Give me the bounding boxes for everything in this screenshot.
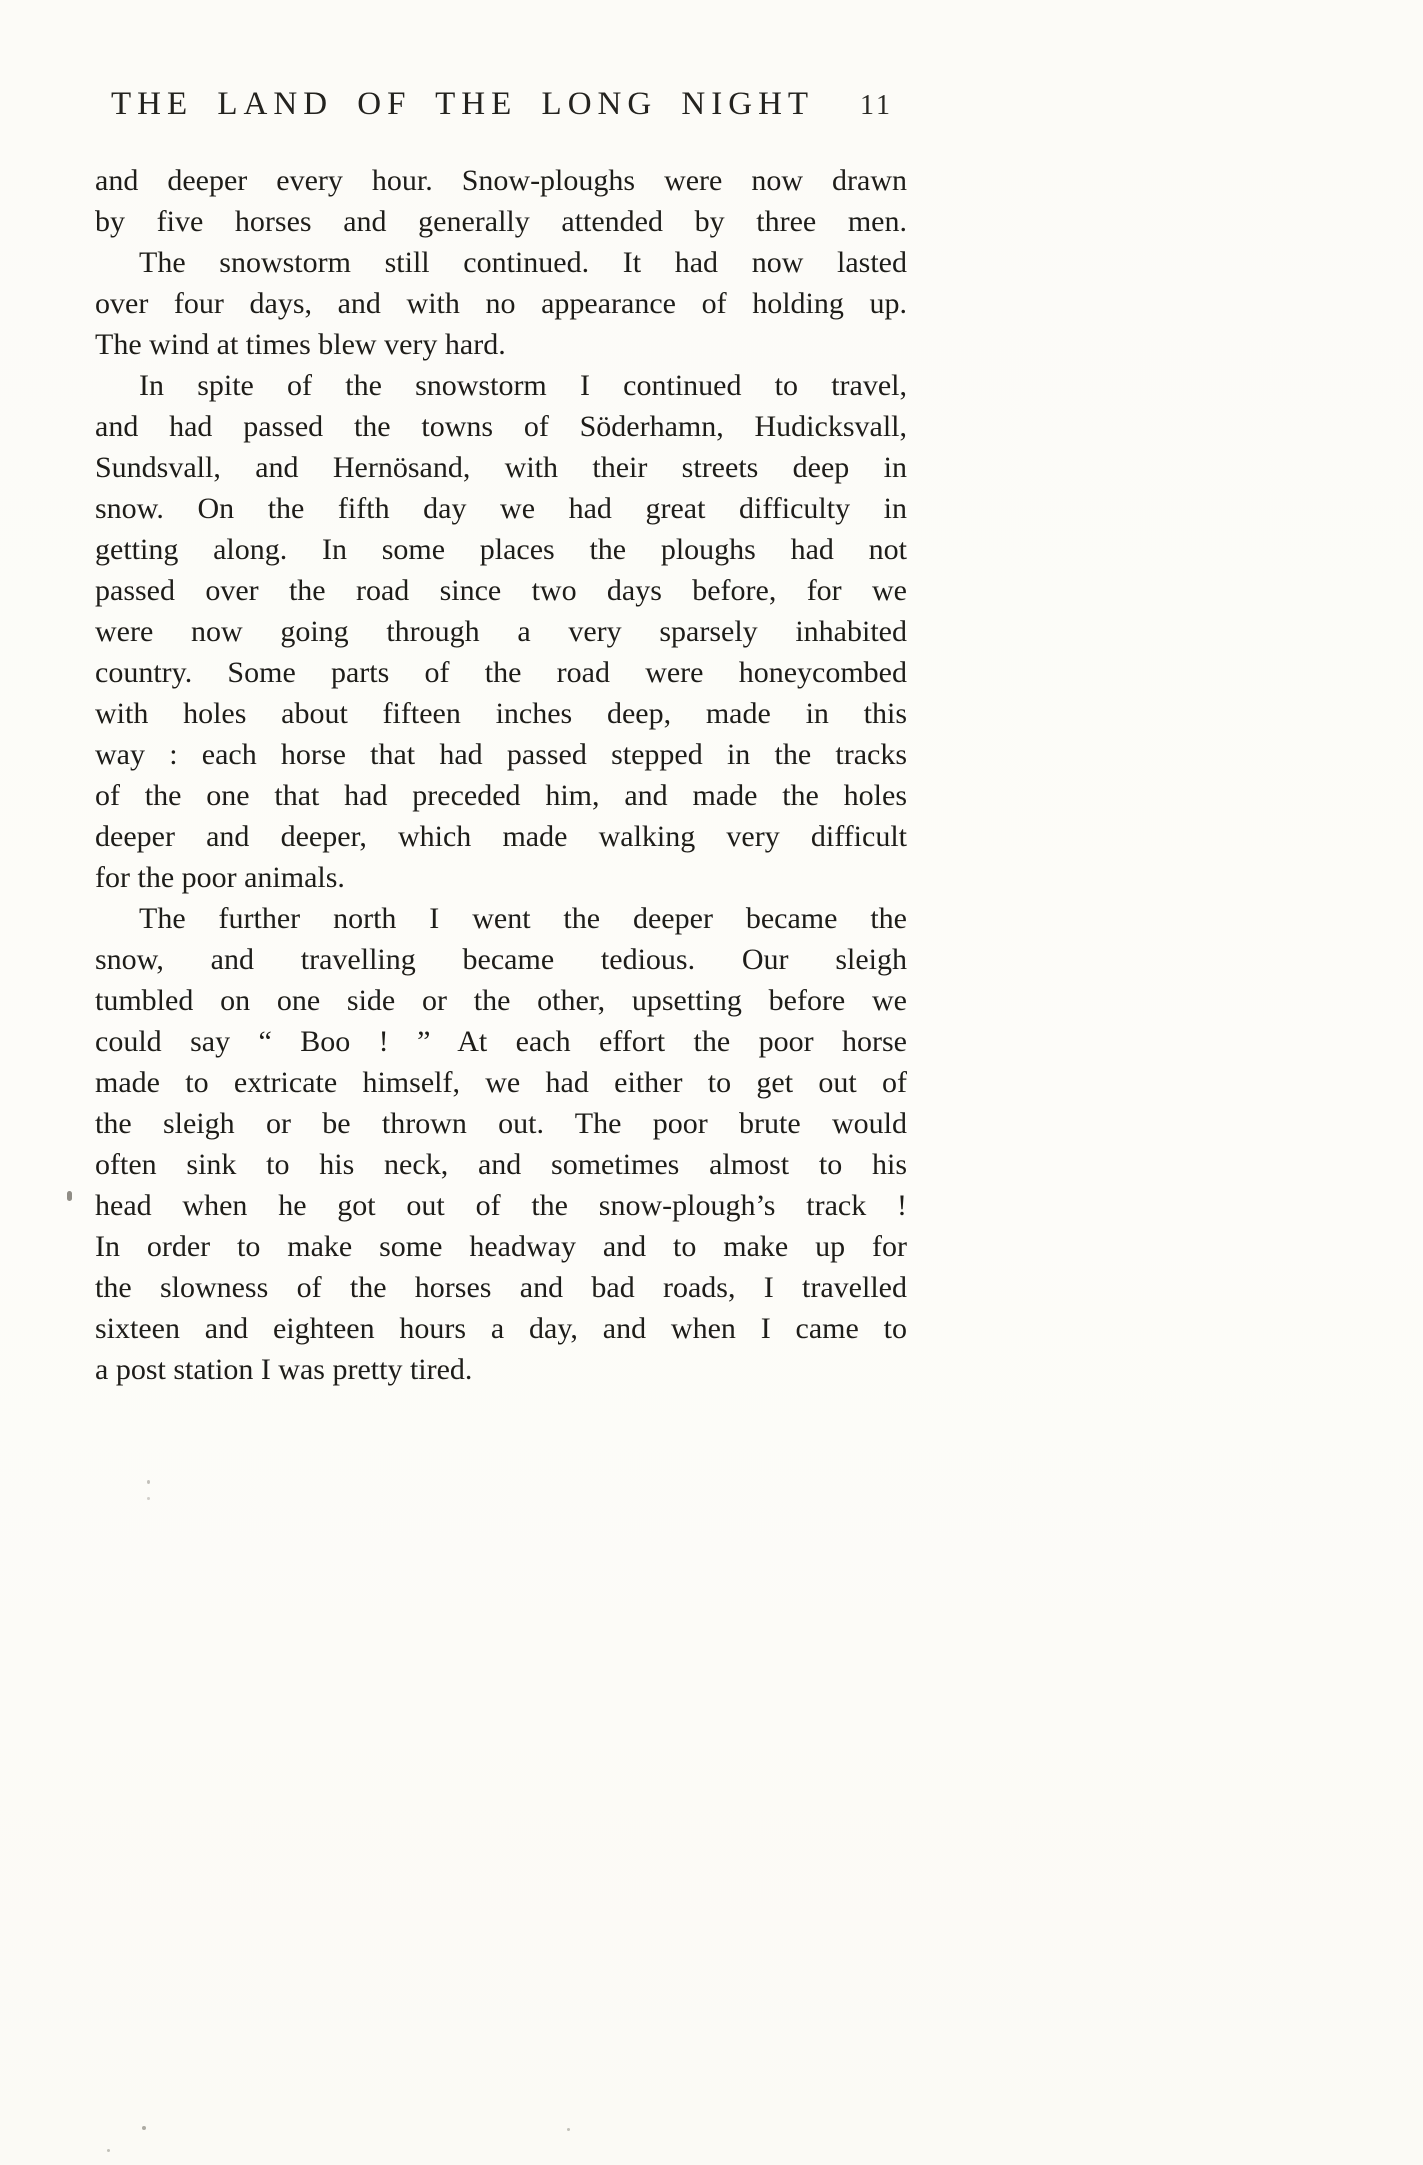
text-line: The wind at times blew very hard. [95,328,506,361]
text-line: the slowness of the horses and bad roads, I travelled [95,1271,907,1304]
text-line: over four days, and with no appearance of holding up. [95,287,907,320]
text-line: The snowstorm still continued. It had now lasted [139,246,907,279]
text-line: with holes about fifteen inches deep, made in this [95,697,907,730]
text-line: head when he got out of the snow-plough’s track ! [95,1189,907,1222]
scan-speck [147,1480,150,1484]
text-line: were now going through a very sparsely inhabited [95,615,907,648]
paragraph [95,898,907,1390]
text-line: tumbled on one side or the other, upsetting before we [95,984,907,1017]
paragraph [95,242,907,365]
running-title: THE LAND OF THE LONG NIGHT [111,86,815,122]
text-line: the sleigh or be thrown out. The poor brute would [95,1107,907,1140]
scan-speck [147,1497,150,1500]
text-line: for the poor animals. [95,861,345,894]
text-line: snow. On the fifth day we had great difficulty in [95,492,907,525]
text-line: made to extricate himself, we had either to get out of [95,1066,907,1099]
scan-speck [567,2128,570,2131]
page-number: 11 [860,90,893,121]
text-line: of the one that had preceded him, and made the holes [95,779,907,812]
text-line: way : each horse that had passed stepped in the tracks [95,738,907,771]
body-text [95,160,907,1390]
text-line: by five horses and generally attended by three men. [95,205,907,238]
text-line: and had passed the towns of Söderhamn, Hudicksvall, [95,410,907,443]
text-line: a post station I was pretty tired. [95,1353,473,1386]
text-line: getting along. In some places the ploughs had not [95,533,907,566]
text-line: Sundsvall, and Hernösand, with their streets deep in [95,451,907,484]
text-line: The further north I went the deeper became the [139,902,907,935]
paragraph [95,160,907,242]
text-line: and deeper every hour. Snow-ploughs were now drawn [95,164,907,197]
text-line: In spite of the snowstorm I continued to travel, [139,369,907,402]
text-line: often sink to his neck, and sometimes almost to his [95,1148,907,1181]
text-line: passed over the road since two days before, for we [95,574,907,607]
paragraph [95,365,907,898]
text-line: deeper and deeper, which made walking very difficult [95,820,907,853]
text-line: In order to make some headway and to make up for [95,1230,907,1263]
text-line: country. Some parts of the road were honeycombed [95,656,907,689]
scan-speck [107,2149,110,2152]
scan-speck [67,1191,72,1201]
scan-speck [142,2126,146,2130]
text-line: could say “ Boo ! ” At each effort the poor horse [95,1025,907,1058]
text-line: sixteen and eighteen hours a day, and when I came to [95,1312,907,1345]
text-line: snow, and travelling became tedious. Our sleigh [95,943,907,976]
page-header [95,86,907,123]
